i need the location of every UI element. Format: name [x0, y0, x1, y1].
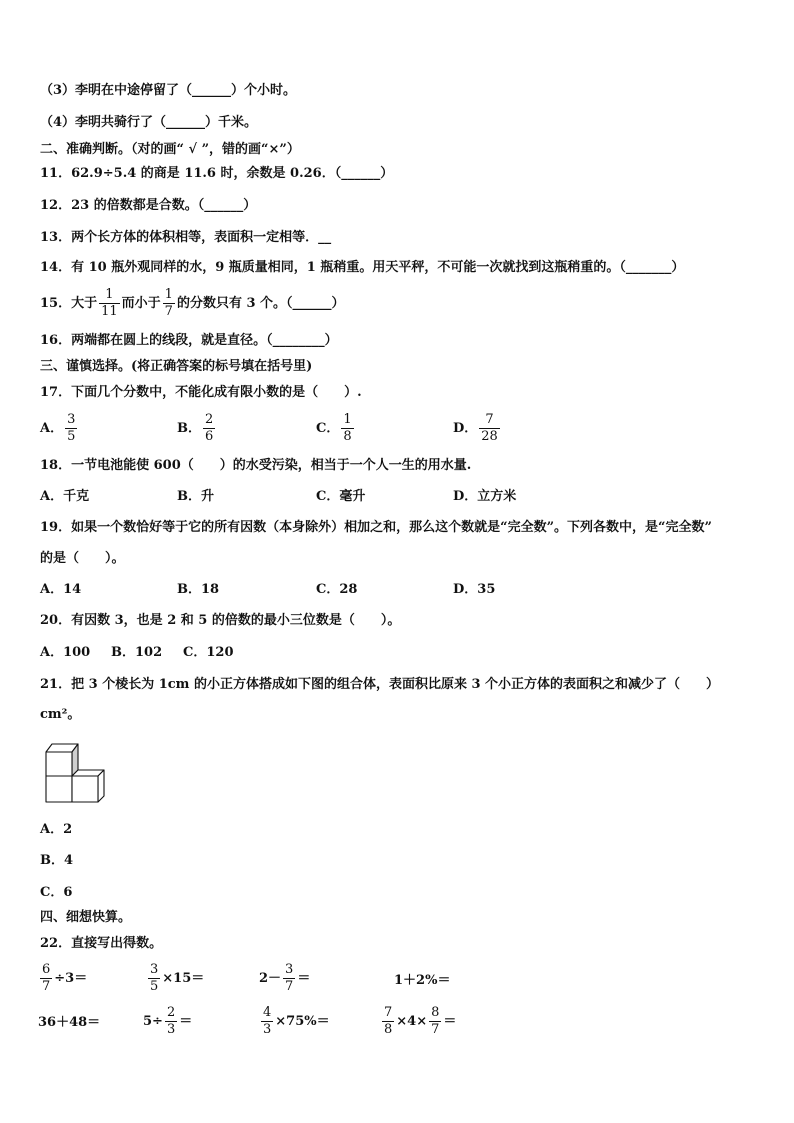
- section-4-title: 四、细想快算。: [40, 910, 132, 925]
- cube-right-side: [98, 770, 104, 802]
- q20-option-a: A．100: [40, 645, 91, 660]
- q19-option-c: C．28: [316, 582, 358, 597]
- q19-option-a: A．14: [40, 582, 82, 597]
- section-2-title: 二、准确判断。（对的画“ √ ”，错的画“×”）: [40, 142, 300, 157]
- q15-text-b: 而小于: [121, 296, 161, 311]
- q17-option-d: D． $\frac{7}{28}$: [453, 412, 498, 444]
- calc-5: 36＋48＝: [38, 1015, 101, 1030]
- calc-4: 1＋2%＝: [394, 973, 451, 988]
- q15-fraction-2: $\frac{1}{7}$: [164, 287, 173, 319]
- q18-option-d: D．立方米: [453, 489, 517, 504]
- q15-fraction-1: $\frac{1}{11}$: [101, 287, 118, 319]
- question-11: 11．62.9÷5.4 的商是 11.6 时，余数是 0.26．（______）: [40, 166, 394, 181]
- calc-8: $\frac{7}{8}$ ×4× $\frac{8}{7}$ ＝: [384, 1005, 457, 1037]
- calc-7: $\frac{4}{3}$ ×75%＝: [263, 1005, 330, 1037]
- q18-option-a: A．千克: [40, 489, 90, 504]
- q21-option-b: B．4: [40, 853, 74, 868]
- q18-option-c: C．毫升: [316, 489, 366, 504]
- calc-3: 2－ $\frac{3}{7}$ ＝: [259, 962, 311, 994]
- question-19-line-2: 的是（ ）。: [40, 551, 125, 566]
- question-21-line-1: 21．把 3 个棱长为 1cm 的小正方体搭成如下图的组合体，表面积比原来 3 个小正方体的表面积之和减少了（ ）: [40, 677, 720, 692]
- q15-text-a: 15．大于: [40, 296, 98, 311]
- question-17: 17．下面几个分数中，不能化成有限小数的是（ ）.: [40, 385, 362, 400]
- question-21-line-2: cm²。: [40, 707, 81, 722]
- calc-6: 5÷ $\frac{2}{3}$ ＝: [143, 1005, 193, 1037]
- q17-option-c: C． $\frac{1}{8}$: [316, 412, 352, 444]
- question-19-line-1: 19．如果一个数恰好等于它的所有因数（本身除外）相加之和，那么这个数就是“完全数”。下列各数中，是“完全数”: [40, 520, 713, 535]
- q20-option-c: C．120: [183, 645, 234, 660]
- question-12: 12．23 的倍数都是合数。（______）: [40, 198, 257, 213]
- question-20: 20．有因数 3，也是 2 和 5 的倍数的最小三位数是（ ）。: [40, 613, 401, 628]
- q21-option-a: A．2: [40, 822, 73, 837]
- calc-2: $\frac{3}{5}$ ×15＝: [150, 962, 205, 994]
- cube-top-front: [46, 752, 72, 776]
- question-22: 22．直接写出得数。: [40, 936, 163, 951]
- q19-option-b: B．18: [177, 582, 220, 597]
- q17-option-b: B． $\frac{2}{6}$: [177, 412, 214, 444]
- question-14: 14．有 10 瓶外观同样的水，9 瓶质量相同，1 瓶稍重。用天平秤，不可能一次就找到这瓶稍重的。（_______）: [40, 260, 685, 275]
- line-p4: （4）李明共骑行了（______）千米。: [40, 115, 258, 130]
- line-p3: （3）李明在中途停留了（______）个小时。: [40, 83, 297, 98]
- q21-option-c: C．6: [40, 885, 73, 900]
- question-16: 16．两端都在圆上的线段，就是直径。（________）: [40, 333, 338, 348]
- cube-bottom-right: [72, 776, 98, 802]
- question-15: [40, 287, 345, 320]
- q20-option-b: B．102: [111, 645, 163, 660]
- q19-option-d: D．35: [453, 582, 496, 597]
- section-3-title: 三、谨慎选择。(将正确答案的标号填在括号里): [40, 359, 313, 374]
- q17-option-a: A． $\frac{3}{5}$: [40, 412, 76, 444]
- q18-option-b: B．升: [177, 489, 214, 504]
- cube-bottom-left: [46, 776, 72, 802]
- question-13: 13．两个长方体的体积相等，表面积一定相等．__: [40, 230, 332, 245]
- q15-text-c: 的分数只有 3 个。（______）: [176, 296, 345, 311]
- calc-1: $\frac{6}{7}$ ÷3＝: [42, 962, 88, 994]
- question-18: 18．一节电池能使 600（ ）的水受污染，相当于一个人一生的用水量.: [40, 458, 472, 473]
- cube-figure: [44, 742, 108, 804]
